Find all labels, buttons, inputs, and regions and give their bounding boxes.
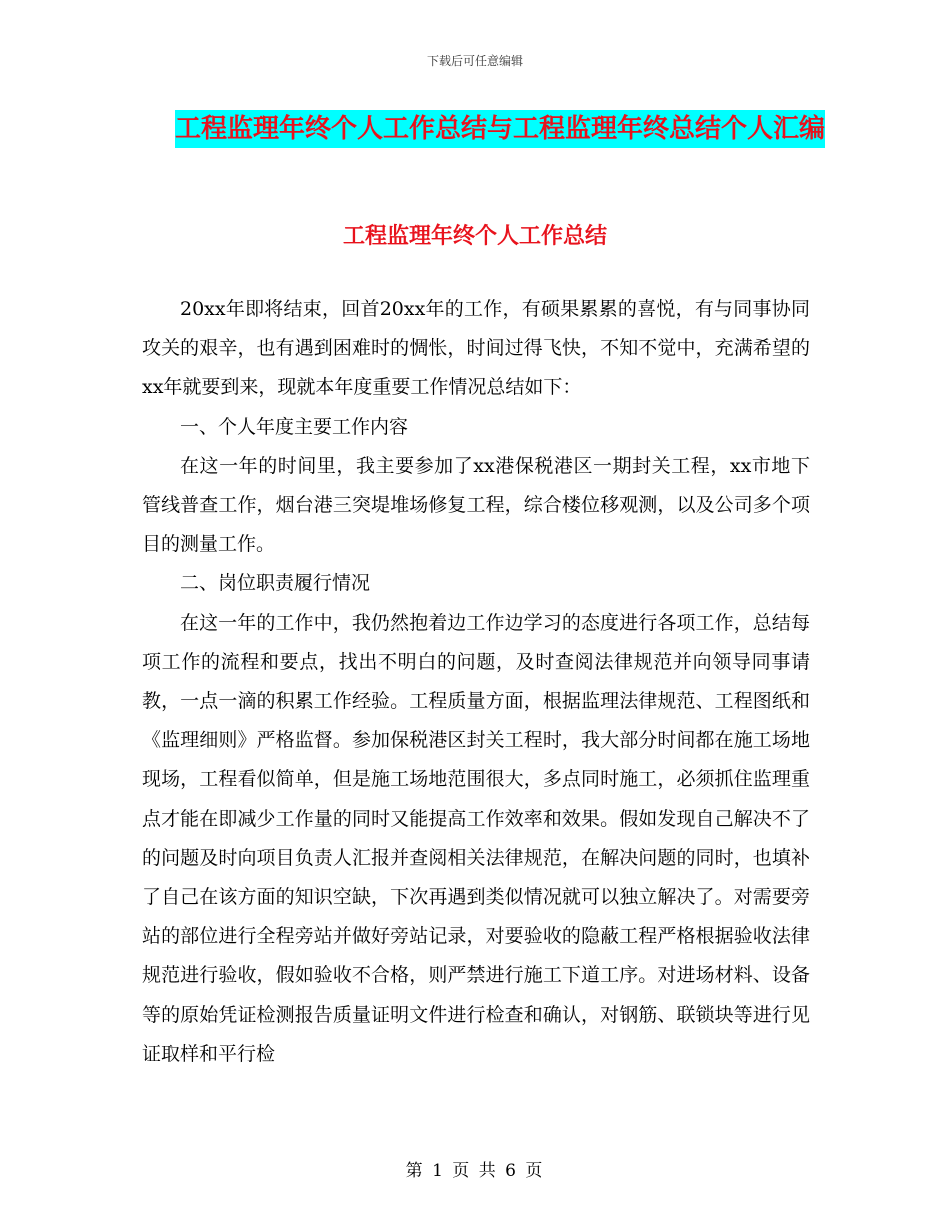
section-heading: 一、个人年度主要工作内容 [180,415,409,438]
section-heading: 二、岗位职责履行情况 [180,572,371,595]
paragraph: 在这一年的工作中，我仍然抱着边工作边学习的态度进行各项工作，总结每项工作的流程和要点，找出不明白的问题，及时查阅法律规范并向领导同事请教，一点一滴的积累工作经验。工程质量方面，根据监理法律规范、工程图纸和《监理细则》严格监督。参加保税港区封关工程时，我大部分时间都在施工场地现场，工程看似简单，但是施工场地范围很大，多点同时施工，必须抓住监理重点才能在即减少工作量的同时又能提高工作效率和效果。假如发现自己解决不了的问题及时向项目负责人汇报并查阅相关法律规范，在解决问题的同时，也填补了自己在该方面的知识空缺，下次再遇到类似情况就可以独立解决了。对需要旁站的部位进行全程旁站并做好旁站记录，对要验收的隐蔽工程严格根据验收法律规范进行验收，假如验收不合格，则严禁进行施工下道工序。对进场材料、设备等的原始凭证检测报告质量证明文件进行检查和确认，对钢筋、联锁块等进行见证取样和平行检 [142,611,810,1065]
document-title-text: 工程监理年终个人工作总结与工程监理年终总结个人汇编 [175,110,825,148]
document-title [140,104,860,154]
header-note: 下载后可任意编辑 [426,54,523,68]
document-body [142,290,810,1074]
page-footer: 第 1 页 共 6 页 [405,1161,545,1181]
paragraph: 20xx年即将结束，回首20xx年的工作，有硕果累累的喜悦，有与同事协同攻关的艰辛，也有遇到困难时的惆怅，时间过得飞快，不知不觉中，充满希望的xx年就要到来，现就本年度重要工作情况总结如下： [142,298,810,399]
paragraph: 在这一年的时间里，我主要参加了xx港保税港区一期封关工程，xx市地下管线普查工作，烟台港三突堤堆场修复工程，综合楼位移观测，以及公司多个项目的测量工作。 [142,454,810,556]
section-title: 工程监理年终个人工作总结 [342,224,607,249]
